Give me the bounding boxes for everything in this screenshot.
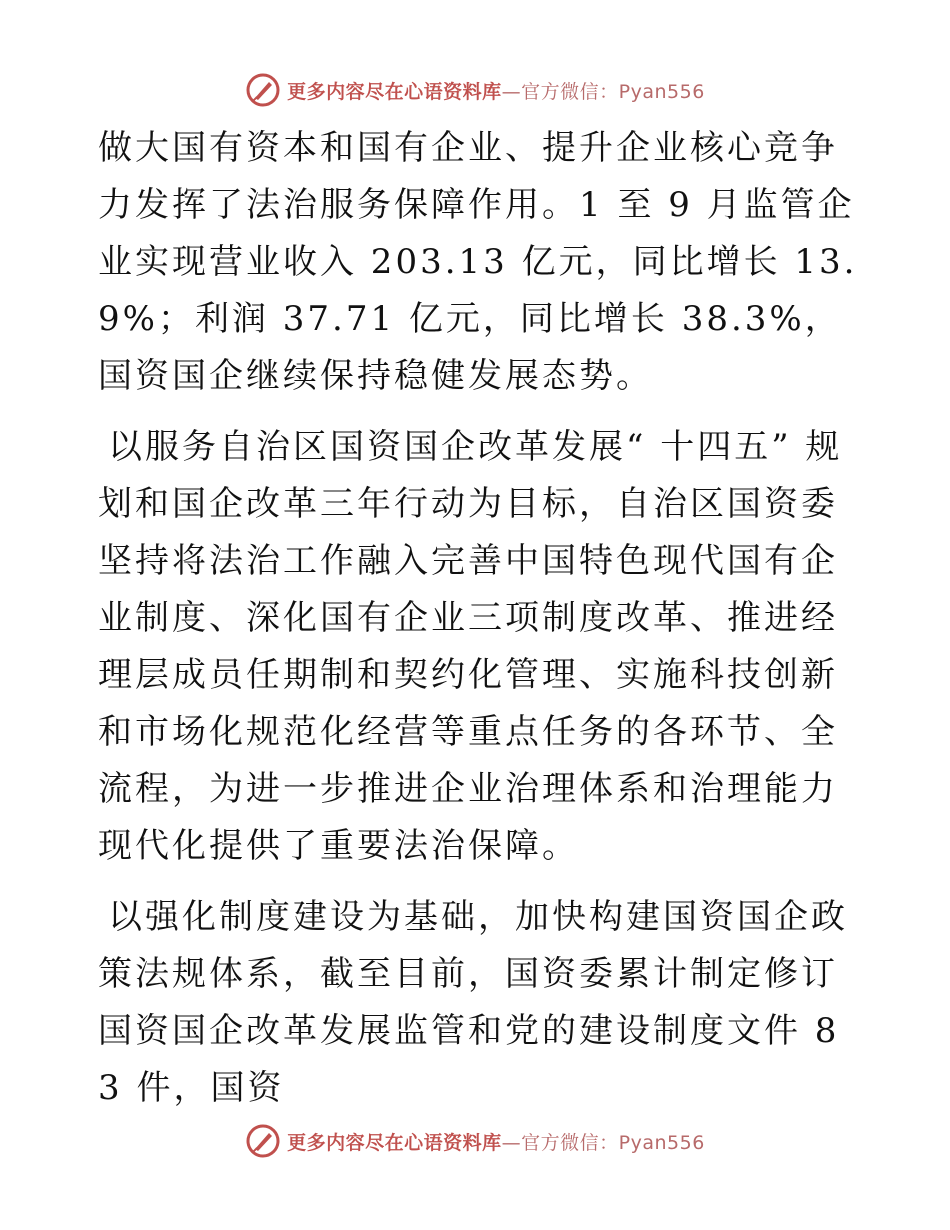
document-body [98, 120, 858, 1131]
watermark-wechat-text: 官方微信：Pyan556 [521, 80, 705, 103]
footer-watermark [0, 1121, 950, 1161]
watermark-main-text: 更多内容尽在心语资料库 [287, 80, 502, 103]
watermark-text [287, 77, 705, 104]
paragraph-2: 以服务自治区国资国企改革发展“ 十四五” 规划和国企改革三年行动为目标，自治区国资委坚持将法治工作融入完善中国特色现代国有企业制度、深化国有企业三项制度改革、推进经理层成员任期制和契约化管理、实施科技创新和市场化规范化经营等重点任务的各环节、全流程，为进一步推进企业治理体系和治理能力现代化提供了重要法治保障。 [98, 427, 843, 866]
watermark-separator: — [501, 1131, 522, 1154]
watermark-main-text: 更多内容尽在心语资料库 [287, 1131, 502, 1154]
watermark-wechat-text: 官方微信：Pyan556 [521, 1131, 705, 1154]
watermark-separator: — [501, 80, 522, 103]
watermark-text [287, 1128, 705, 1155]
feather-pen-logo-icon [245, 72, 281, 108]
header-watermark [0, 70, 950, 110]
paragraph-1: 做大国有资本和国有企业、提升企业核心竞争力发挥了法治服务保障作用。1 至 9 月监管企业实现营业收入 203.13 亿元，同比增长 13.9%；利润 37.71 亿元，同比增长 38.3%，国资国企继续保持稳健发展态势。 [98, 128, 858, 396]
feather-pen-logo-icon [245, 1123, 281, 1159]
paragraph-3: 以强化制度建设为基础，加快构建国资国企政策法规体系，截至目前，国资委累计制定修订国资国企改革发展监管和党的建设制度文件 83 件，国资 [98, 897, 848, 1108]
